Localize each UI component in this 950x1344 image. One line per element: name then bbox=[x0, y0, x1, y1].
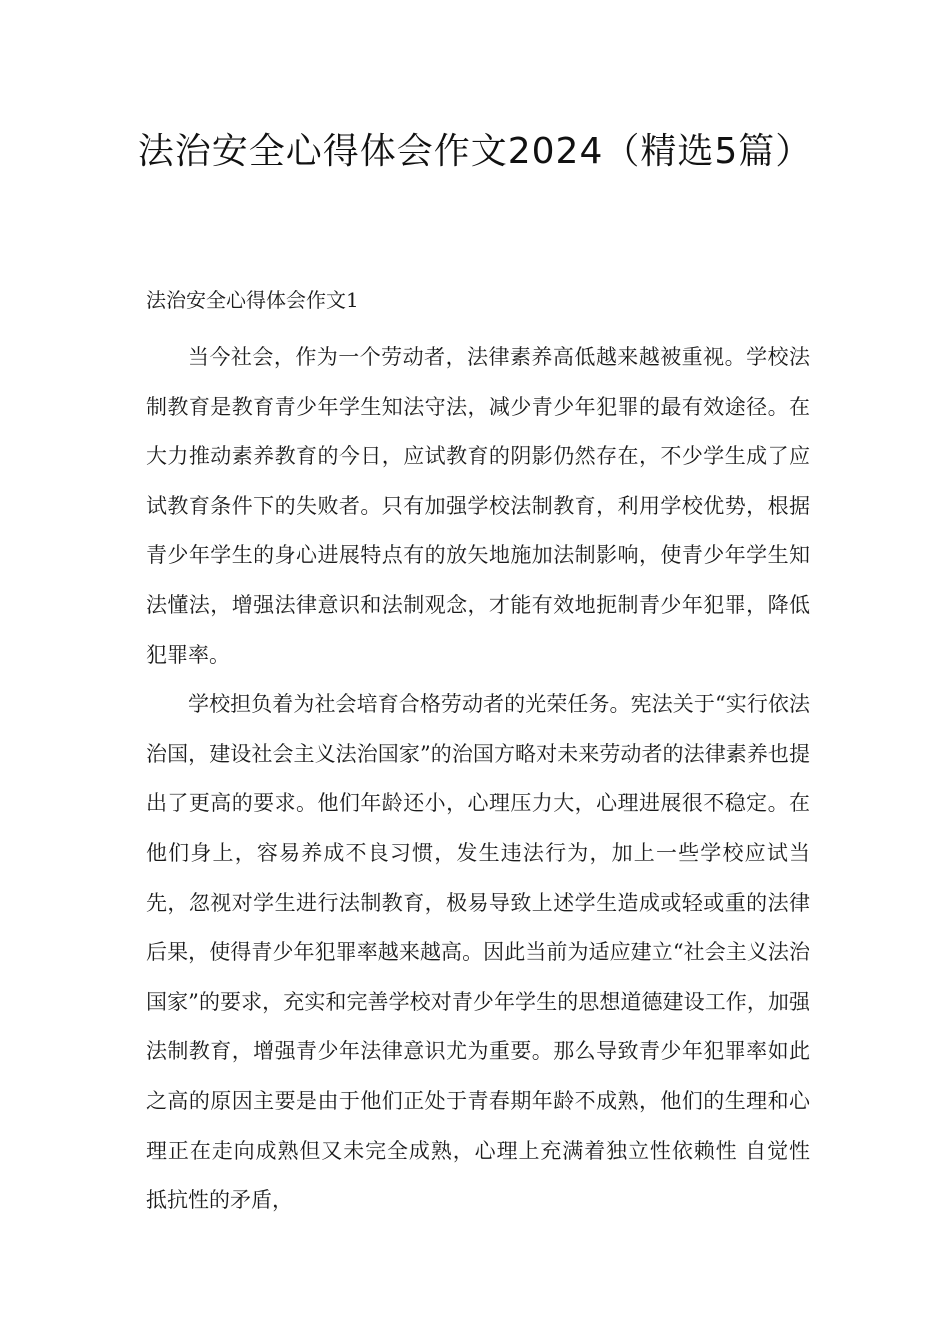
document-title: 法治安全心得体会作文2024（精选5篇） bbox=[137, 131, 813, 172]
paragraph-2: 学校担负着为社会培育合格劳动者的光荣任务。宪法关于“实行依法治国，建设社会主义法治国家”的治国方略对未来劳动者的法律素养也提出了更高的要求。他们年龄还小，心理压力大，心理进展很不稳定。在他们身上，容易养成不良习惯，发生违法行为，加上一些学校应试当先，忽视对学生进行法制教育，极易导致上述学生造成或轻或重的法律后果，使得青少年犯罪率越来越高。因此当前为适应建立“社会主义法治国家”的要求，充实和完善学校对青少年学生的思想道德建设工作，加强法制教育，增强青少年法律意识尤为重要。那么导致青少年犯罪率如此之高的原因主要是由于他们正处于青春期年龄不成熟，他们的生理和心理正在走向成熟但又未完全成熟，心理上充满着独立性依赖性 自觉性 抵抗性的矛盾， bbox=[146, 692, 810, 1213]
paragraph-1: 当今社会，作为一个劳动者，法律素养高低越来越被重视。学校法制教育是教育青少年学生知法守法，减少青少年犯罪的最有效途径。在大力推动素养教育的今日，应试教育的阴影仍然存在，不少学生成了应试教育条件下的失败者。只有加强学校法制教育，利用学校优势，根据青少年学生的身心进展特点有的放矢地施加法制影响，使青少年学生知法懂法，增强法律意识和法制观念，才能有效地扼制青少年犯罪，降低犯罪率。 bbox=[146, 345, 810, 667]
document-body bbox=[146, 333, 810, 1226]
section-heading: 法治安全心得体会作文1 bbox=[146, 288, 359, 312]
